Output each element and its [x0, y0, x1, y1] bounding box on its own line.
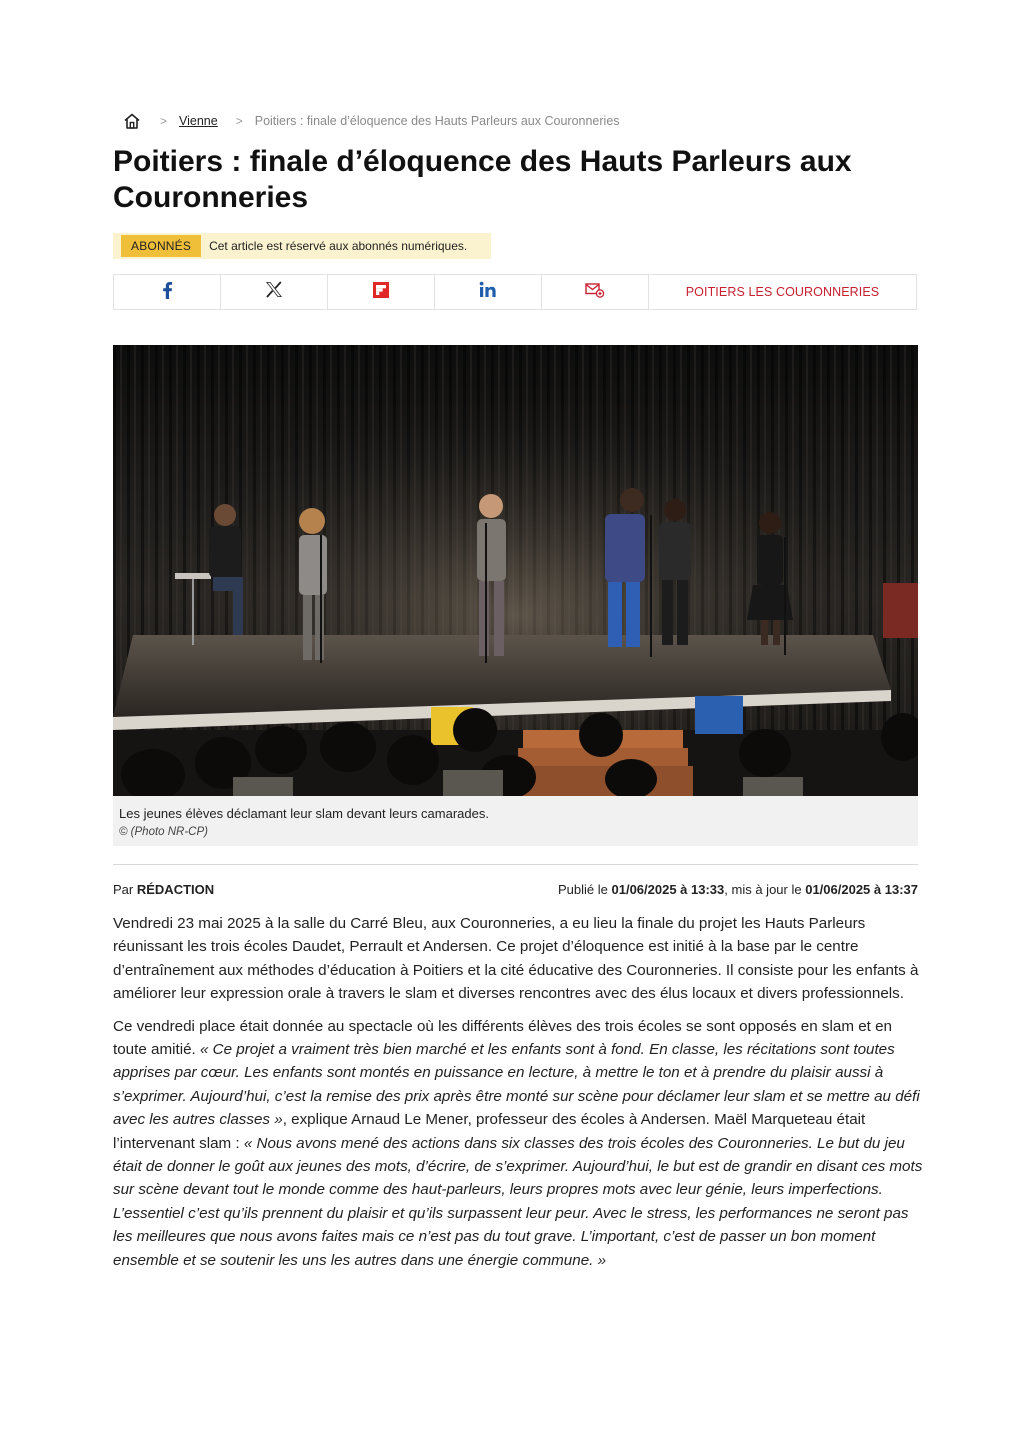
paragraph-text: , explique Arnaud Le Mener, professeur des écoles à Andersen. Maël Marqueteau était l’intervenant slam :	[113, 1111, 866, 1152]
paragraph: Vendredi 23 mai 2025 à la salle du Carré Bleu, aux Couronneries, a eu lieu la finale du projet les Hauts Parleurs réunissant les trois écoles Daudet, Perrault et Andersen. Ce projet d’éloquence est initié à la base par le centre d’entraînement aux méthodes d’éducation à Poitiers et la cité éducative des Couronneries. Il consiste pour les enfants à améliorer leur expression orale à travers le slam et diverses rencontres avec des élus locaux et divers professionnels.	[113, 915, 919, 1003]
topic-tag[interactable]: POITIERS LES COURONNERIES	[685, 285, 880, 299]
published-prefix: Publié le	[558, 882, 608, 897]
share-flipboard-button[interactable]	[328, 275, 435, 309]
flipboard-icon	[373, 282, 389, 303]
x-icon	[265, 281, 283, 303]
article-body	[113, 912, 927, 1281]
share-linkedin-button[interactable]	[435, 275, 542, 309]
subscriber-note: Cet article est réservé aux abonnés numériques.	[209, 239, 468, 253]
breadcrumb-link-vienne[interactable]: Vienne	[179, 114, 218, 128]
byline-prefix: Par	[113, 882, 134, 897]
breadcrumb	[122, 110, 620, 132]
caption-text: Les jeunes élèves déclamant leur slam devant leurs camarades.	[119, 806, 489, 821]
author-name: RÉDACTION	[136, 882, 215, 897]
published-date: 01/06/2025 à 13:33	[611, 882, 725, 897]
facebook-icon	[160, 281, 174, 304]
topic-tag-cell[interactable]	[649, 275, 916, 309]
paragraph	[113, 1015, 927, 1272]
share-facebook-button[interactable]	[114, 275, 221, 309]
paragraph-text: Ce vendredi place était donnée au spectacle où les différents élèves des trois écoles se sont opposés en slam et en toute amitié.	[113, 1017, 892, 1059]
home-icon[interactable]	[122, 111, 142, 131]
publish-dates	[558, 882, 918, 897]
share-bar	[113, 274, 917, 310]
stage-photo-illustration	[113, 345, 918, 796]
updated-prefix: , mis à jour le	[724, 882, 802, 897]
chevron-right-icon: >	[160, 114, 168, 128]
photo-caption	[113, 796, 918, 846]
quote: « Ce projet a vraiment très bien marché et les enfants sont à fond. En classe, les récitations sont toutes apprises par cœur. Les enfants sont montés en puissance en lecture, à mettre le ton et à prendre du plaisir aussi à s’exprimer. Aujourd’hui, c’est la remise des prix après être monté sur scène pour déclamer leur slam et se mettre au défi avec les autres classes »	[113, 1041, 920, 1129]
quote: « Nous avons mené des actions dans six classes des trois écoles des Couronneries. Le but du jeu était de donner le goût aux jeunes des mots, d’écrire, de s’exprimer. Aujourd’hui, le but est de grandir en disant ces mots sur scène devant tout le monde comme des haut-parleurs, leurs propres mots avec leur génie, leurs imperfections. L’essentiel c’est qu’ils prennent du plaisir et qu’ils surpassent leur peur. Avec le stress, les performances ne seront pas les meilleures que nous avons faites mais ce n’est pas du tout grave. L’important, c’est de passer un bon moment ensemble et se soutenir les uns les autres dans une énergie commune. »	[113, 1134, 923, 1269]
article-photo	[113, 345, 918, 796]
subscriber-badge: ABONNÉS	[121, 235, 201, 257]
linkedin-icon	[479, 281, 497, 303]
updated-date: 01/06/2025 à 13:37	[805, 882, 918, 897]
chevron-right-icon: >	[235, 114, 243, 128]
byline	[113, 882, 214, 897]
email-icon	[585, 282, 605, 303]
divider	[113, 864, 918, 865]
photo-credit: © (Photo NR-CP)	[119, 826, 208, 838]
share-x-button[interactable]	[221, 275, 328, 309]
breadcrumb-current: Poitiers : finale d’éloquence des Hauts Parleurs aux Couronneries	[254, 114, 620, 128]
share-email-button[interactable]	[542, 275, 649, 309]
article-title: Poitiers : finale d’éloquence des Hauts Parleurs aux Couronneries	[113, 145, 852, 214]
subscriber-banner	[113, 233, 491, 259]
